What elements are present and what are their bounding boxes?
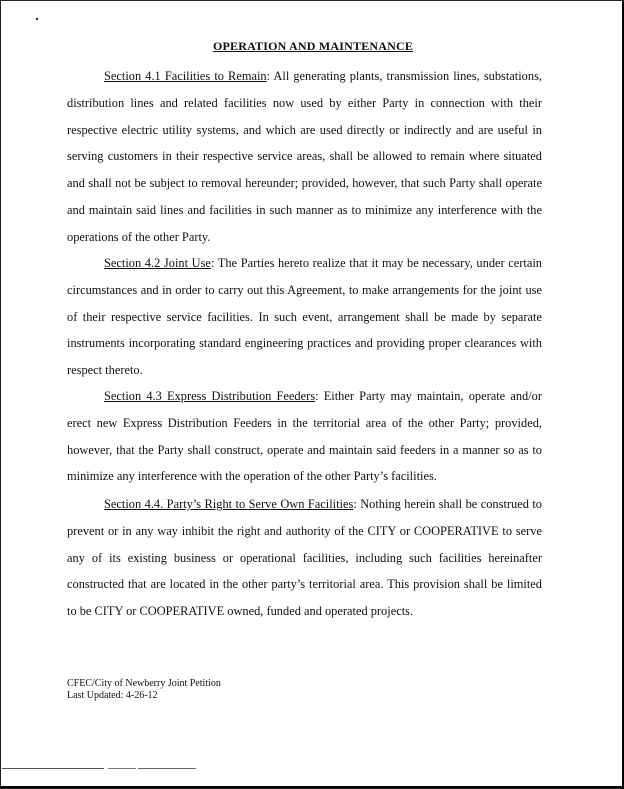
- page-title: OPERATION AND MAINTENANCE: [212, 39, 414, 53]
- footer-petition-line: CFEC/City of Newberry Joint Petition: [67, 678, 221, 689]
- section-4-2-heading: Section 4.2 Joint Use: [104, 256, 211, 270]
- section-4-3-body: : Either Party may maintain, operate and/or erect new Express Distribution Feeders in the territorial area of the other Party; provided, however, that the Party shall construct, operate and maintain said feeders in a manner so as to minimize any interference with the operation of the other Party’s facilities.: [67, 389, 542, 484]
- footer-updated-line: Last Updated: 4-26-12: [67, 690, 158, 701]
- bottom-edge: [0, 786, 624, 788]
- section-4-4-body: : Nothing herein shall be construed to prevent or in any way inhibit the right and authority of the CITY or COOPERATIVE to serve any of its existing business or operational facilities, including such facilities hereinafter constructed that are located in the other party’s territorial area. This provision shall be limited to be CITY or COOPERATIVE owned, funded and operated projects.: [67, 497, 542, 619]
- section-4-1-heading: Section 4.1 Facilities to Remain: [104, 69, 267, 83]
- scan-line: [138, 768, 196, 769]
- section-4-3-paragraph: [67, 383, 542, 490]
- section-4-1-paragraph: [67, 63, 542, 251]
- section-4-4-paragraph: [67, 491, 542, 625]
- page-footer: [67, 678, 221, 702]
- section-4-4-heading: Section 4.4. Party’s Right to Serve Own Facilities: [104, 497, 354, 511]
- scan-speck: [36, 18, 38, 20]
- scan-line: [2, 768, 104, 769]
- section-4-2-paragraph: [67, 250, 542, 384]
- scan-line: [108, 768, 136, 769]
- section-4-1-body: : All generating plants, transmission lines, substations, distribution lines and related facilities now used by either Party in connection with their respective electric utility systems, and which are used directly or indirectly and are useful in serving customers in their respective service areas, shall be allowed to remain where situated and shall not be subject to removal hereunder; provided, however, that such Party shall operate and maintain said lines and facilities in such manner as to minimize any interference with the operations of the other Party.: [67, 69, 542, 244]
- section-4-2-body: : The Parties hereto realize that it may be necessary, under certain circumstances and in order to carry out this Agreement, to make arrangements for the joint use of their respective service facilities. In such event, arrangement shall be made by separate instruments incorporating standard engineering practices and providing proper clearances with respect thereto.: [67, 256, 542, 378]
- section-4-3-heading: Section 4.3 Express Distribution Feeders: [104, 389, 316, 403]
